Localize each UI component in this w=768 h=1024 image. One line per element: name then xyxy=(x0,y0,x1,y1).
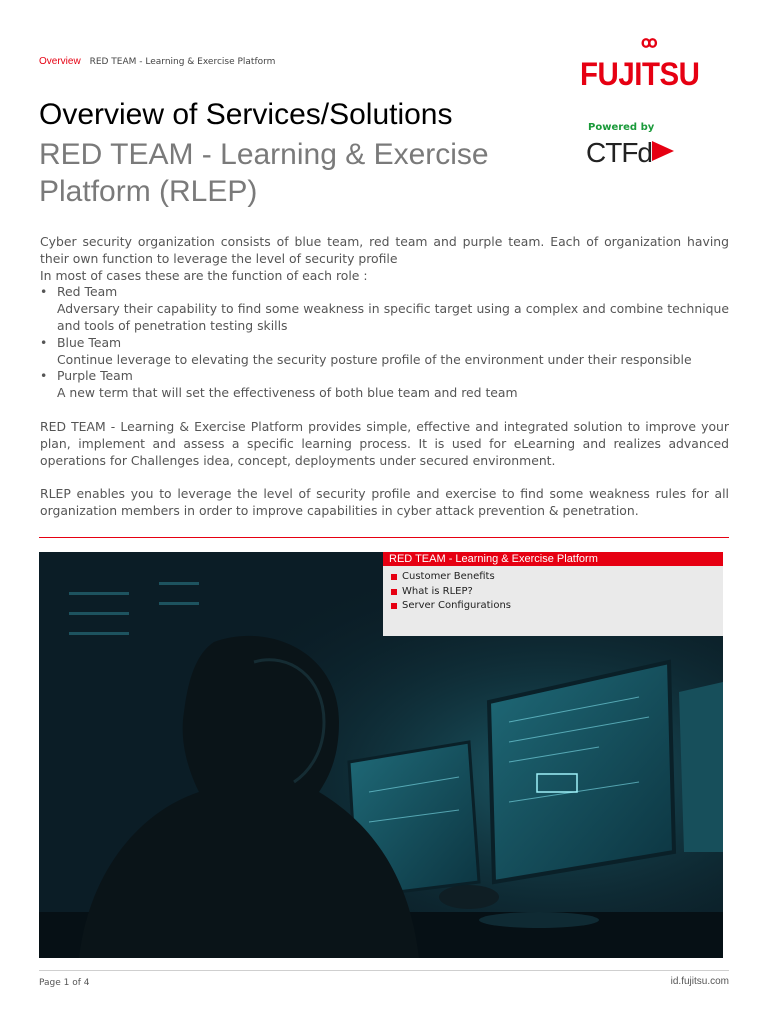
info-item-server-configurations[interactable] xyxy=(391,599,723,614)
page-subtitle: RED TEAM - Learning & Exercise Platform (RLEP) xyxy=(39,138,489,208)
red-square-bullet-icon xyxy=(391,603,397,609)
breadcrumb-current: RED TEAM - Learning & Exercise Platform xyxy=(89,57,276,67)
ctfd-logo xyxy=(586,137,652,167)
footer-divider xyxy=(39,970,729,971)
info-item-label: Server Configurations xyxy=(402,600,511,611)
role-name: Red Team xyxy=(57,284,118,300)
role-red xyxy=(40,284,729,301)
fujitsu-logo xyxy=(580,48,730,92)
platform-paragraph: RED TEAM - Learning & Exercise Platform provides simple, effective and integrated solution to improve your plan, implement and assess a specific learning process. It is used for eLearning and realizes advanced operations for Challenges idea, concept, deployments under secured environment. xyxy=(40,418,729,468)
bullet-dot: • xyxy=(40,284,48,300)
role-purple xyxy=(40,368,729,385)
logo-wordmark: FUJITSU xyxy=(580,56,700,92)
breadcrumb xyxy=(39,56,275,67)
role-name: Blue Team xyxy=(57,334,122,350)
role-desc: Continue leverage to elevating the security posture profile of the environment under their responsible xyxy=(57,351,692,367)
body-text xyxy=(40,234,729,520)
section-divider xyxy=(39,537,729,538)
breadcrumb-overview[interactable]: Overview xyxy=(39,56,81,67)
play-flag-icon xyxy=(644,139,676,167)
bullet-dot: • xyxy=(40,368,48,384)
bullet-dot: • xyxy=(40,334,48,350)
info-box-list xyxy=(383,570,723,614)
info-item-label: Customer Benefits xyxy=(402,571,495,582)
page-title: Overview of Services/Solutions xyxy=(39,98,453,131)
role-desc: A new term that will set the effectiveness of both blue team and red team xyxy=(57,385,518,401)
rlep-paragraph: RLEP enables you to leverage the level of security profile and exercise to find some weakness rules for all organization members in order to improve capabilities in cyber attack prevention & penetration. xyxy=(40,486,729,519)
info-box xyxy=(383,552,723,636)
info-box-heading: RED TEAM - Learning & Exercise Platform xyxy=(383,552,723,566)
info-item-customer-benefits[interactable] xyxy=(391,570,723,585)
site-link[interactable]: id.fujitsu.com xyxy=(670,976,729,987)
role-blue xyxy=(40,335,729,352)
page-number: Page 1 of 4 xyxy=(39,978,90,988)
role-desc: Adversary their capability to find some weakness in specific target using a complex and combine technique and tools of penetration testing skills xyxy=(57,301,729,333)
intro-paragraph: Cyber security organization consists of blue team, red team and purple team. Each of organization having their own function to leverage the level of security profile xyxy=(40,234,729,266)
info-item-what-is-rlep[interactable] xyxy=(391,585,723,600)
powered-by-label: Powered by xyxy=(588,122,655,133)
infinity-icon xyxy=(636,36,662,50)
role-name: Purple Team xyxy=(57,368,133,384)
red-square-bullet-icon xyxy=(391,589,397,595)
red-square-bullet-icon xyxy=(391,574,397,580)
info-item-label: What is RLEP? xyxy=(402,585,473,597)
ctfd-wordmark: CTFd xyxy=(586,137,652,168)
roles-intro: In most of cases these are the function of each role : xyxy=(40,267,368,283)
